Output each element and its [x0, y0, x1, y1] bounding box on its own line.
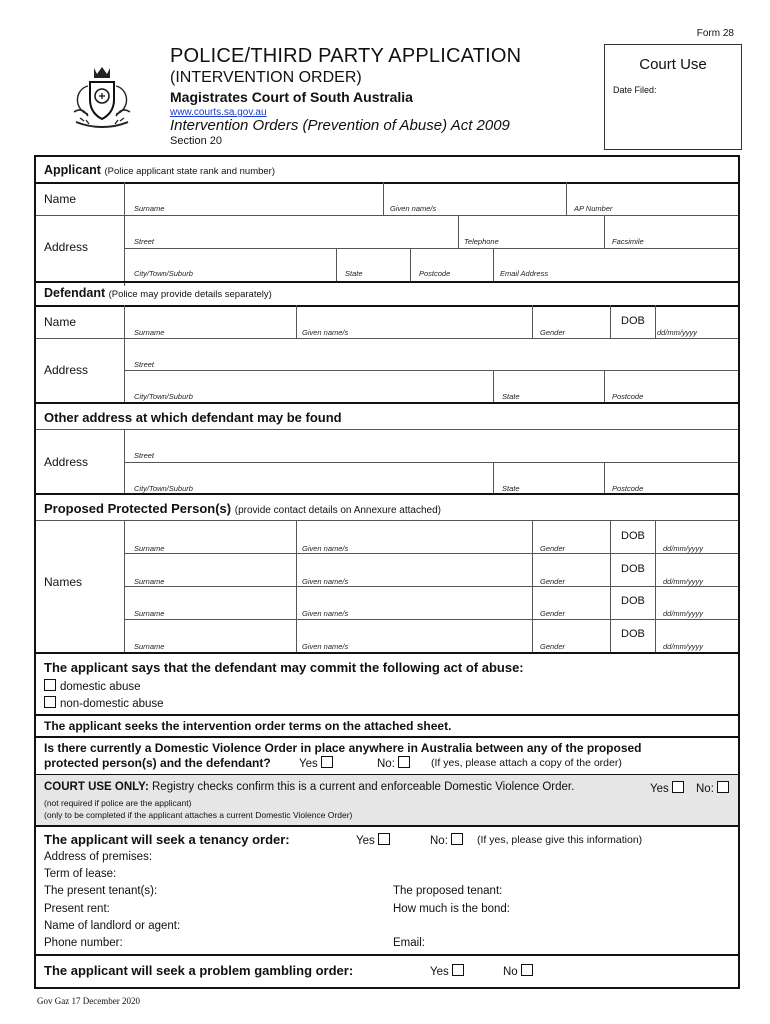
dvo-no-option[interactable] — [377, 756, 410, 770]
protected-given-1[interactable]: Given name/s — [302, 544, 349, 553]
protected-dob-label-2: DOB — [621, 563, 645, 575]
dvo-yes-option[interactable] — [299, 756, 333, 770]
court-use-note-1: (not required if police are the applicant) — [44, 798, 192, 808]
form-title: POLICE/THIRD PARTY APPLICATION — [170, 45, 522, 67]
dvo-yes-label: Yes — [299, 758, 318, 770]
non-domestic-abuse-checkbox[interactable] — [44, 696, 56, 708]
protected-given-4[interactable]: Given name/s — [302, 642, 349, 651]
domestic-abuse-checkbox[interactable] — [44, 679, 56, 691]
dvo-no-label: No: — [377, 758, 395, 770]
coat-of-arms-logo — [66, 62, 138, 134]
abuse-heading: The applicant says that the defendant may commit the following act of abuse: — [44, 660, 524, 675]
other-city-field[interactable]: City/Town/Suburb — [134, 484, 193, 493]
applicant-given-names-field[interactable]: Given name/s — [390, 204, 437, 213]
email-field[interactable]: Email: — [393, 937, 425, 949]
protected-surname-3[interactable]: Surname — [134, 609, 165, 618]
lease-term-field[interactable]: Term of lease: — [44, 868, 117, 880]
tenancy-heading: The applicant will seek a tenancy order: — [44, 832, 290, 847]
protected-dob-4[interactable]: dd/mm/yyyy — [663, 642, 704, 651]
domestic-abuse-option[interactable] — [44, 679, 141, 693]
court-use-only-text: Registry checks confirm this is a current and enforceable Domestic Violence Order. — [152, 781, 575, 793]
court-use-note-2: (only to be completed if the applicant attaches a current Domestic Violence Order) — [44, 810, 353, 820]
protected-dob-1[interactable]: dd/mm/yyyy — [663, 544, 704, 553]
protected-surname-1[interactable]: Surname — [134, 544, 165, 553]
other-street-field[interactable]: Street — [134, 451, 155, 460]
protected-dob-label-1: DOB — [621, 530, 645, 542]
dvo-no-checkbox[interactable] — [398, 756, 410, 768]
defendant-surname-field[interactable]: Surname — [134, 328, 165, 337]
defendant-name-label: Name — [44, 315, 77, 329]
protected-surname-2[interactable]: Surname — [134, 577, 165, 586]
section-number: Section 20 — [170, 135, 222, 147]
terms-statement: The applicant seeks the intervention order terms on the attached sheet. — [44, 719, 452, 733]
defendant-state-field[interactable]: State — [502, 392, 520, 401]
other-state-field[interactable]: State — [502, 484, 520, 493]
date-filed-label: Date Filed: — [613, 85, 657, 95]
dvo-note: (If yes, please attach a copy of the order) — [431, 757, 622, 769]
protected-surname-4[interactable]: Surname — [134, 642, 165, 651]
tenancy-yes-label: Yes — [356, 835, 375, 847]
protected-gender-2[interactable]: Gender — [540, 577, 566, 586]
protected-gender-4[interactable]: Gender — [540, 642, 566, 651]
protected-dob-label-4: DOB — [621, 628, 645, 640]
bond-amount-field[interactable]: How much is the bond: — [393, 903, 510, 915]
applicant-city-field[interactable]: City/Town/Suburb — [134, 269, 193, 278]
other-postcode-field[interactable]: Postcode — [612, 484, 644, 493]
applicant-ap-number-field[interactable]: AP Number — [574, 204, 613, 213]
tenancy-yes-checkbox[interactable] — [378, 833, 390, 845]
court-website-link[interactable]: www.courts.sa.gov.au — [170, 107, 267, 118]
applicant-heading: Applicant (Police applicant state rank and number) — [44, 163, 276, 177]
phone-number-field[interactable]: Phone number: — [44, 937, 123, 949]
defendant-city-field[interactable]: City/Town/Suburb — [134, 392, 193, 401]
premises-address-field[interactable]: Address of premises: — [44, 851, 153, 863]
protected-dob-3[interactable]: dd/mm/yyyy — [663, 609, 704, 618]
gambling-yes-label: Yes — [430, 966, 449, 978]
applicant-state-field[interactable]: State — [345, 269, 363, 278]
form-subtitle: (INTERVENTION ORDER) — [170, 69, 362, 86]
footer-gazette: Gov Gaz 17 December 2020 — [37, 996, 140, 1006]
protected-persons-note: (provide contact details on Annexure attached) — [234, 505, 441, 516]
landlord-name-field[interactable]: Name of landlord or agent: — [44, 920, 181, 932]
applicant-street-field[interactable]: Street — [134, 237, 155, 246]
dvo-yes-checkbox[interactable] — [321, 756, 333, 768]
applicant-note: (Police applicant state rank and number) — [104, 166, 276, 177]
present-rent-field[interactable]: Present rent: — [44, 903, 110, 915]
applicant-postcode-field[interactable]: Postcode — [419, 269, 451, 278]
court-check-no-label: No: — [696, 783, 714, 795]
protected-dob-label-3: DOB — [621, 595, 645, 607]
dvo-question-line1: Is there currently a Domestic Violence Order in place anywhere in Australia between any of the proposed — [44, 741, 642, 755]
defendant-heading: Defendant (Police may provide details separately) — [44, 286, 272, 300]
court-check-no-option[interactable] — [696, 781, 729, 795]
applicant-telephone-field[interactable]: Telephone — [464, 237, 499, 246]
gambling-no-option[interactable] — [503, 964, 533, 978]
defendant-address-label: Address — [44, 363, 89, 377]
non-domestic-abuse-label: non-domestic abuse — [60, 698, 164, 710]
form-number: Form 28 — [696, 28, 734, 39]
non-domestic-abuse-option[interactable] — [44, 696, 164, 710]
court-use-box — [604, 44, 742, 150]
court-check-yes-option[interactable] — [650, 781, 684, 795]
tenancy-yes-option[interactable] — [356, 833, 390, 847]
gambling-yes-option[interactable] — [430, 964, 464, 978]
protected-names-label: Names — [44, 575, 83, 589]
court-check-yes-checkbox[interactable] — [672, 781, 684, 793]
court-use-only-line — [44, 781, 574, 793]
applicant-facsimile-field[interactable]: Facsimile — [612, 237, 644, 246]
application-form — [34, 155, 740, 989]
tenancy-no-option[interactable] — [430, 833, 463, 847]
gambling-no-checkbox[interactable] — [521, 964, 533, 976]
defendant-street-field[interactable]: Street — [134, 360, 155, 369]
gambling-heading: The applicant will seek a problem gambling order: — [44, 963, 354, 978]
protected-gender-1[interactable]: Gender — [540, 544, 566, 553]
gambling-yes-checkbox[interactable] — [452, 964, 464, 976]
applicant-name-label: Name — [44, 192, 77, 206]
applicant-surname-field[interactable]: Surname — [134, 204, 165, 213]
applicant-address-label: Address — [44, 240, 89, 254]
act-name: Intervention Orders (Prevention of Abuse) Act 2009 — [170, 117, 510, 134]
court-check-no-checkbox[interactable] — [717, 781, 729, 793]
defendant-gender-field[interactable]: Gender — [540, 328, 566, 337]
court-name: Magistrates Court of South Australia — [170, 89, 413, 105]
protected-dob-2[interactable]: dd/mm/yyyy — [663, 577, 704, 586]
court-use-only-label: COURT USE ONLY: — [44, 781, 149, 793]
other-address-heading: Other address at which defendant may be found — [44, 410, 342, 425]
protected-gender-3[interactable]: Gender — [540, 609, 566, 618]
protected-given-2[interactable]: Given name/s — [302, 577, 349, 586]
defendant-given-names-field[interactable]: Given name/s — [302, 328, 349, 337]
defendant-postcode-field[interactable]: Postcode — [612, 392, 644, 401]
protected-given-3[interactable]: Given name/s — [302, 609, 349, 618]
court-use-title: Court Use — [639, 56, 707, 73]
defendant-dob-field[interactable]: dd/mm/yyyy — [657, 328, 698, 337]
dvo-question-line2: protected person(s) and the defendant? — [44, 756, 271, 770]
defendant-dob-label: DOB — [621, 315, 645, 327]
applicant-email-field[interactable]: Email Address — [500, 269, 549, 278]
tenancy-note: (If yes, please give this information) — [477, 834, 643, 846]
gambling-no-label: No — [503, 966, 518, 978]
tenancy-no-label: No: — [430, 835, 448, 847]
defendant-note: (Police may provide details separately) — [108, 289, 272, 300]
tenancy-no-checkbox[interactable] — [451, 833, 463, 845]
proposed-tenant-field[interactable]: The proposed tenant: — [393, 885, 503, 897]
other-address-label: Address — [44, 455, 89, 469]
domestic-abuse-label: domestic abuse — [60, 681, 141, 693]
court-check-yes-label: Yes — [650, 783, 669, 795]
protected-persons-heading: Proposed Protected Person(s) (provide contact details on Annexure attached) — [44, 501, 441, 516]
present-tenant-field[interactable]: The present tenant(s): — [44, 885, 158, 897]
